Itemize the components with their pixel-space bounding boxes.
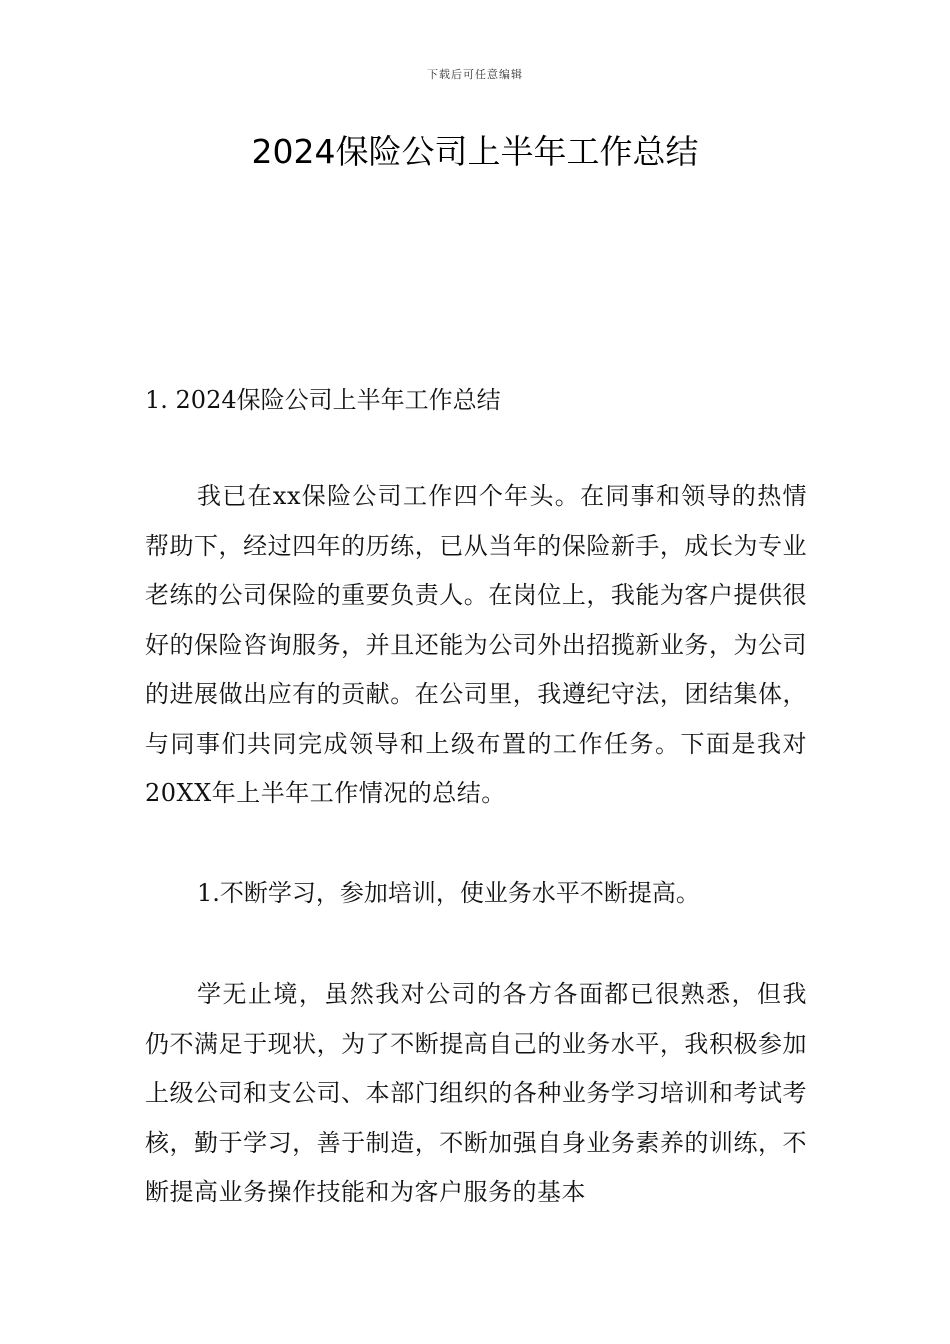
sub-heading-1: 1.不断学习，参加培训，使业务水平不断提高。 [197, 879, 700, 907]
header-note: 下载后可任意编辑 [427, 68, 523, 81]
body-paragraph: 学无止境，虽然我对公司的各方各面都已很熟悉，但我仍不满足于现状，为了不断提高自己的业务水平，我积极参加上级公司和支公司、本部门组织的各种业务学习培训和考试考核，勤于学习，善于制造，不断加强自身业务素养的训练，不断提高业务操作技能和为客户服务的基本 [145, 980, 807, 1206]
section-heading: 1. 2024保险公司上半年工作总结 [145, 386, 501, 414]
document-title: 2024保险公司上半年工作总结 [251, 132, 699, 171]
intro-paragraph: 我已在xx保险公司工作四个年头。在同事和领导的热情帮助下，经过四年的历练，已从当年的保险新手，成长为专业老练的公司保险的重要负责人。在岗位上，我能为客户提供很好的保险咨询服务，并且还能为公司外出招揽新业务，为公司的进展做出应有的贡献。在公司里，我遵纪守法，团结集体，与同事们共同完成领导和上级布置的工作任务。下面是我对20XX年上半年工作情况的总结。 [145, 482, 807, 807]
